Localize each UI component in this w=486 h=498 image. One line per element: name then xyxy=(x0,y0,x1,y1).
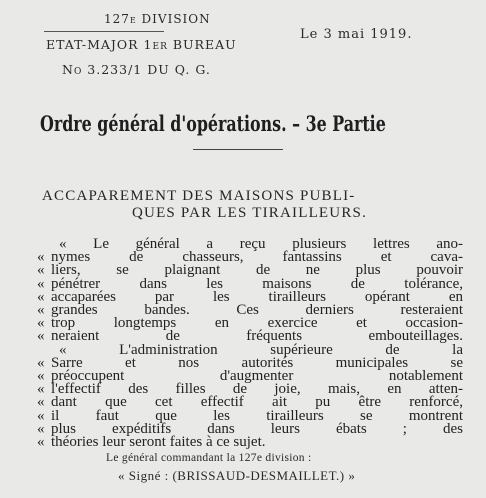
body-line-text: « Le général a reçu plusieurs lettres ano- xyxy=(59,236,463,252)
document-number: No 3.233/1 DU Q. G. xyxy=(62,62,211,77)
body-line-text: Sarre et nos autorités municipales se xyxy=(51,354,463,371)
body-line-text: grandes bandes. Ces derniers resteraient xyxy=(51,302,463,318)
section-heading-line-2: QUES PAR LES TIRAILLEURS. xyxy=(132,205,368,221)
division-label: 127e DIVISION xyxy=(104,12,211,26)
body-line-text: accaparées par les tirailleurs opérant en xyxy=(51,288,463,305)
body-line xyxy=(37,435,463,450)
quote-mark: « xyxy=(37,381,45,398)
body-line-text: l'effectif des filles de joie, mais, en atten- xyxy=(51,381,463,398)
quote-mark: « xyxy=(37,302,45,318)
body-line-text: « L'administration supérieure de la xyxy=(59,341,463,358)
body-line-text: trop longtemps en exercice et occasion- xyxy=(51,315,463,332)
quote-mark: « xyxy=(37,275,45,292)
title-rule xyxy=(193,149,283,150)
body-line-text: liers, se plaignant de ne plus pouvoir xyxy=(51,262,463,279)
signature-caption: Le général commandant la 127e division : xyxy=(106,452,312,464)
body-line-text: pénétrer dans les maisons de tolérance, xyxy=(51,275,463,292)
section-heading-line-1: ACCAPAREMENT DES MAISONS PUBLI- xyxy=(42,188,356,204)
document-date: Le 3 mai 1919. xyxy=(300,27,413,42)
quote-mark: « xyxy=(37,262,45,279)
quote-mark: « xyxy=(37,249,45,266)
quote-mark: « xyxy=(37,394,45,411)
signature-name: « Signé : (BRISSAUD-DESMAILLET.) » xyxy=(118,468,356,483)
header-rule xyxy=(44,31,164,32)
quote-mark: « xyxy=(37,434,45,450)
quote-mark: « xyxy=(37,288,45,305)
body-line-text: plus expéditifs dans leurs ébats ; des xyxy=(51,420,463,437)
document-title: Ordre général d'opérations. – 3e Partie xyxy=(40,111,386,136)
quote-mark: « xyxy=(37,368,45,384)
quote-mark: « xyxy=(37,407,45,424)
body-line-text: théories leur seront faites à ce sujet. xyxy=(51,434,266,450)
quote-mark: « xyxy=(37,315,45,332)
quote-mark: « xyxy=(37,354,45,371)
body-line-text: dant que cet effectif ait pu être renforcé, xyxy=(51,394,463,411)
quote-mark: « xyxy=(37,328,45,345)
body-line-text: neraient de fréquents embouteillages. xyxy=(51,328,463,345)
body-line-text: préoccupent d'augmenter notablement xyxy=(51,368,463,384)
body-line-text: nymes de chasseurs, fantassins et cava- xyxy=(51,249,463,266)
quote-mark: « xyxy=(37,420,45,437)
body-line-text: il faut que les tirailleurs se montrent xyxy=(51,407,463,424)
etat-major-label: ETAT-MAJOR 1er BUREAU xyxy=(46,37,237,52)
